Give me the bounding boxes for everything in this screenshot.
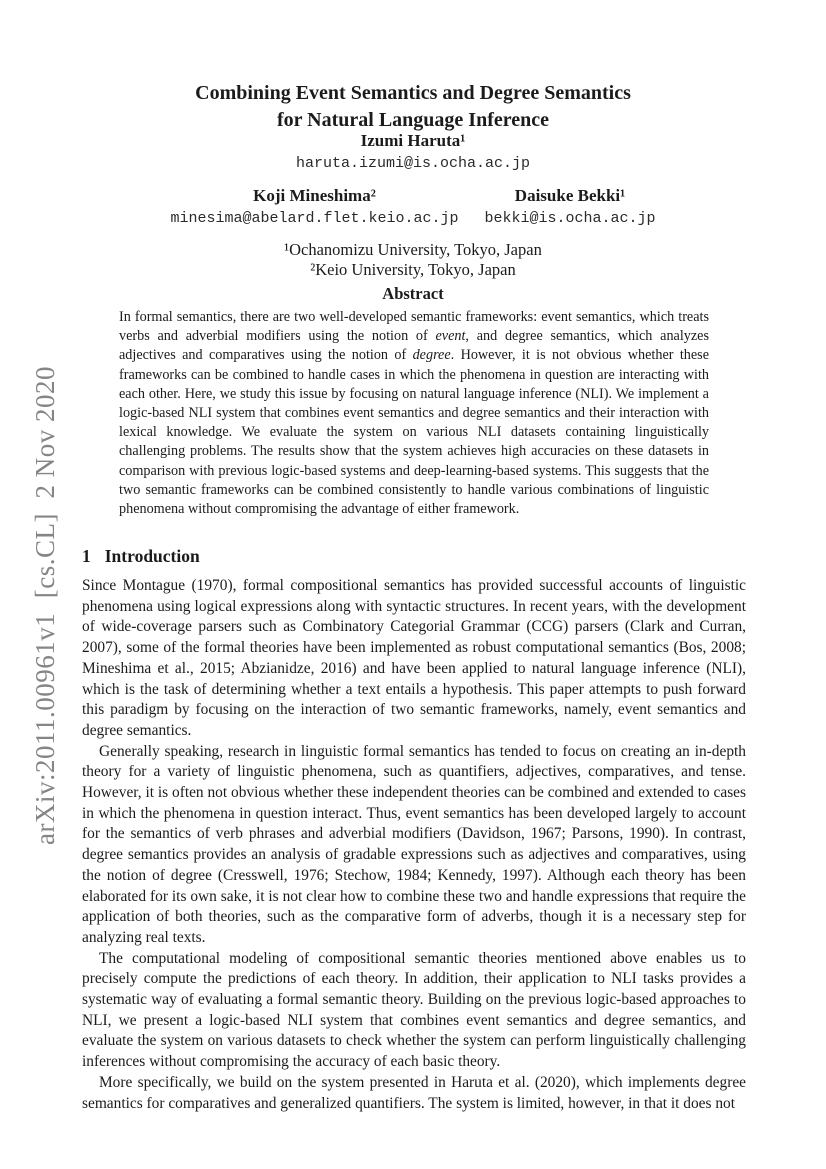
author-name-mineshima: Koji Mineshima² bbox=[253, 186, 376, 205]
author-email-haruta: haruta.izumi@is.ocha.ac.jp bbox=[295, 155, 531, 172]
affiliations bbox=[0, 240, 826, 280]
section-number: 1 bbox=[82, 546, 91, 566]
author-email-mineshima: minesima@abelard.flet.keio.ac.jp bbox=[170, 210, 459, 227]
author-row bbox=[0, 186, 826, 228]
arxiv-watermark: arXiv:2011.00961v1 [cs.CL] 2 Nov 2020 bbox=[30, 366, 60, 845]
section-heading-introduction bbox=[82, 546, 200, 567]
author-email-bekki: bekki@is.ocha.ac.jp bbox=[484, 210, 656, 227]
author-name-bekki: Daisuke Bekki¹ bbox=[514, 186, 626, 205]
body-paragraph: The computational modeling of compositional semantic theories mentioned above enables us to precisely compute the predictions of each theory. In addition, their application to NLI tasks provides a systematic way of evaluating a formal semantic theory. Building on the previous logic-based approaches to NLI, we present a logic-based NLI system that combines event semantics and degree semantics, and evaluate the system on various datasets to check whether the system can perform linguistically challenging inferences without compromising the accuracy of each basic theory. bbox=[82, 949, 746, 1071]
affiliation-keio: ²Keio University, Tokyo, Japan bbox=[310, 260, 516, 279]
section-title: Introduction bbox=[104, 546, 200, 566]
paper-title bbox=[0, 80, 826, 134]
introduction-body bbox=[82, 576, 746, 1114]
affiliation-ochanomizu: ¹Ochanomizu University, Tokyo, Japan bbox=[284, 240, 542, 259]
abstract-body: In formal semantics, there are two well-developed semantic frameworks: event semantics, which treats verbs and adverbial modifiers using the notion of event, and degree semantics, which analyzes adjectives and comparatives using the notion of degree. However, it is not obvious whether these frameworks can be combined to handle cases in which the phenomena in question are interacting with each other. Here, we study this issue by focusing on natural language inference (NLI). We implement a logic-based NLI system that combines event semantics and degree semantics and their interaction with lexical knowledge. We evaluate the system on various NLI datasets containing linguistically challenging problems. The results show that the system achieves high accuracies on these datasets in comparison with previous logic-based systems and deep-learning-based systems. This suggests that the two semantic frameworks can be combined consistently to handle various combinations of linguistic phenomena without compromising the advantage of either framework. bbox=[119, 309, 710, 518]
author-block-haruta bbox=[0, 131, 826, 173]
author-block-mineshima bbox=[170, 186, 458, 228]
body-paragraph: More specifically, we build on the system presented in Haruta et al. (2020), which implements degree semantics for comparatives and generalized quantifiers. The system is limited, however, in that it does not bbox=[82, 1073, 746, 1112]
author-block-bekki bbox=[485, 186, 656, 228]
body-paragraph: Generally speaking, research in linguistic formal semantics has tended to focus on creating an in-depth theory for a variety of linguistic phenomena, such as quantifiers, adjectives, comparatives, and tense. However, it is often not obvious whether these independent theories can be combined and extended to cases in which the phenomena in question interact. Thus, event semantics has been developed largely to account for the semantics of verb phrases and adverbial modifiers (Davidson, 1967; Parsons, 1990). In contrast, degree semantics provides an analysis of gradable expressions such as adjectives and comparatives, using the notion of degree (Cresswell, 1976; Stechow, 1984; Kennedy, 1997). Although each theory has been elaborated for its own sake, it is not clear how to combine these two and handle expressions that require the application of both theories, such as the comparative form of adverbs, though it is a necessary step for analyzing real texts. bbox=[82, 742, 746, 946]
abstract-heading: Abstract bbox=[382, 284, 444, 303]
author-name-haruta: Izumi Haruta¹ bbox=[360, 131, 466, 150]
paper-title-line2: for Natural Language Inference bbox=[276, 109, 549, 131]
body-paragraph: Since Montague (1970), formal compositional semantics has provided successful accounts of linguistic phenomena using logical expressions along with syntactic structures. In recent years, with the development of wide-coverage parsers such as Combinatory Categorial Grammar (CCG) parsers (Clark and Curran, 2007), some of the formal theories have been implemented as robust computational semantics (Bos, 2008; Mineshima et al., 2015; Abzianidze, 2016) and have been applied to natural language inference (NLI), which is the task of determining whether a text entails a hypothesis. This paper attempts to push forward this paradigm by focusing on the interaction of two semantic frameworks, namely, event semantics and degree semantics. bbox=[82, 577, 746, 739]
paper-title-line1: Combining Event Semantics and Degree Semantics bbox=[195, 82, 631, 104]
